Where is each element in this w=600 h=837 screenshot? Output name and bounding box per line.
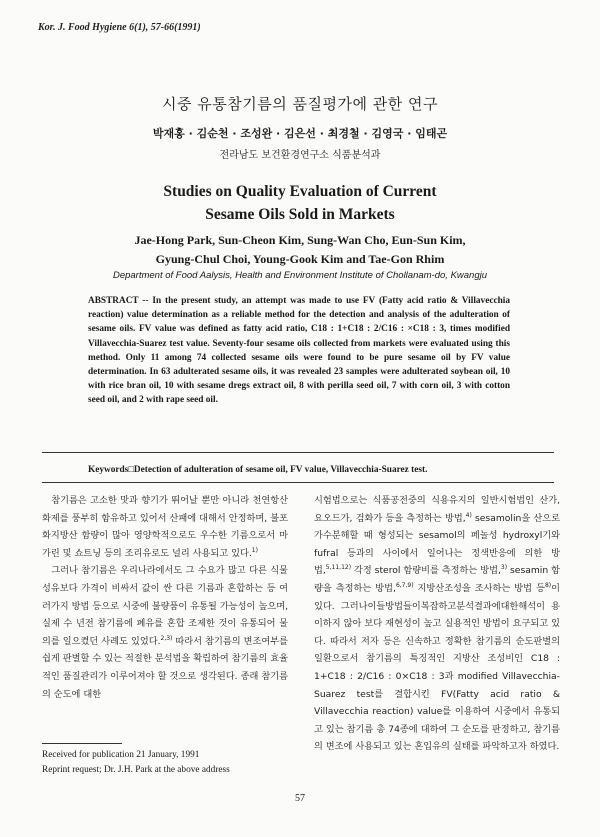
intro-paragraph-1: 참기름은 고소한 맛과 향기가 뛰어날 뿐만 아니라 천연항산화제를 풍부히 함유하고 있어서 산패에 대해서 안정하며, 불포화지방산 함량이 많아 영양학적으로도 우수한 기름으로서 마가린 및 쇼트닝 등의 조리유로도 널리 사용되고 있다.$^{1)}$ — [42, 495, 288, 559]
footnote — [42, 748, 302, 778]
authors-english-line2: Gyung-Chul Choi, Young-Gook Kim and Tae-Gon Rhim — [155, 252, 445, 266]
journal-reference: Kor. J. Food Hygiene 6(1), 57-66(1991) — [38, 22, 201, 33]
body-column-right — [314, 492, 560, 756]
citation-3: 3) — [500, 564, 508, 572]
keywords-bottom-rule — [42, 482, 554, 483]
title-english-line2: Sesame Oils Sold in Markets — [205, 206, 395, 223]
intro-paragraph-2: 그러나 참기름은 우리나라에서도 그 수요가 많고 다른 식물성유보다 가격이 비싸서 값이 싼 다른 기름과 혼합하는 등 여러가지 방법 등으로 시중에 불량품이 유통될 가능성이 높으며, 실제 수 년전 참기름에 폐유를 혼합 조제한 것이 유통되어 물의를 일으켰던 사례도 있었다.$^{2,3)}$ 따라서 참기름의 변조여부를 쉽게 판별할 수 있는 적절한 분석법을 확립하여 참기름의 효율적인 품질관리가 이루어져야 할 것으로 생각된다. 종래 참기름의 순도에 대한 — [42, 565, 288, 700]
citation-4: 4) — [465, 511, 472, 519]
authors-korean: 박재홍 · 김순천 · 조성완 · 김은선 · 최경철 · 김영국 · 임태곤 — [152, 127, 448, 140]
keywords-top-rule — [42, 452, 554, 453]
citation-2-3: 2,3) — [160, 634, 173, 642]
citation-5-11-12: 5,11,12) — [325, 564, 352, 572]
authors-english — [0, 231, 600, 269]
page-number: 57 — [295, 793, 305, 804]
affiliation-korean: 전라남도 보건환경연구소 식품분석과 — [219, 150, 381, 161]
abstract: ABSTRACT -- In the present study, an attempt was made to use FV (Fatty acid ratio & Villavecchia reaction) value determination as a reliable method for the detection and analysis of the adulteration of sesame oils. FV value was defined as fatty acid ratio, C18 : 1+C18 : 2/C16 : ×C18 : 3, times modified Villavecchia-Suarez test value. Seventy-four sesame oils collected from markets were evaluated using this method. Only 11 among 74 collected sesame oils were found to be pure sesame oil by FV value determination. In 63 adulterated sesame oils, it was revealed 23 samples were adulterated soybean oil, 10 with rice bran oil, 10 with sesame dregs extract oil, 8 with perilla seed oil, 7 with corn oil, 3 with cotton seed oil, and 2 with rape seed oil. — [88, 296, 510, 406]
footnote-rule — [42, 743, 122, 744]
title-korean: 시중 유통참기름의 품질평가에 관한 연구 — [162, 95, 438, 113]
citation-1: 1) — [251, 546, 258, 554]
citation-8: 8) — [544, 581, 552, 589]
footnote-received: Received for publication 21 January, 1991 — [42, 750, 200, 760]
body-column-left — [42, 492, 288, 703]
title-english — [0, 180, 600, 226]
footnote-reprint: Reprint request; Dr. J.H. Park at the above address — [42, 765, 230, 775]
authors-english-line1: Jae-Hong Park, Sun-Cheon Kim, Sung-Wan Cho, Eun-Sun Kim, — [134, 233, 466, 247]
affiliation-english: Department of Food Aalysis, Health and Environment Institute of Chollanam-do, Kwangju — [112, 270, 488, 281]
intro-paragraph-3: 시험법으로는 식품공전중의 식용유지의 일반시험법인 산가, 요오드가, 검화가 등을 측정하는 방법,$^{4)}$ sesamolin을 산으로 가수분해할 때 형성되는 sesamol의 페놀성 hydroxyl기와 fufral 등과의 사이에서 일어나는 정색반응에 의한 방법,$^{5,11,12)}$ 각정 sterol 함량비를 측정하는 방법,$^{3)}$ sesamin 함량을 측정하는 방법,$^{6,7,9)}$ 지방산조성을 조사하는 방법 등$^{8)}$이 있다. 그러나이들방법들이복잡하고분석결과에대한해석이 용이하지 않아 보다 재현성이 높고 실용적인 방법이 요구되고 있다. 따라서 저자 등은 신속하고 정확한 참기름의 순도판별의 일환으로서 참기름의 특징적인 지방산 조성비인 C18 : 1+C18 : 2/C16 : 0×C18 : 3과 modified Villavecchia-Suarez test를 결합시킨 FV(Fatty acid ratio & Villavecchia reaction) value를 이용하여 시중에서 유통되고 있는 참기름 총 74종에 대하여 그 순도를 판정하고, 참기름의 변조에 사용되고 있는 혼입유의 실태를 파악하고자 하였다. — [314, 495, 561, 753]
title-english-line1: Studies on Quality Evaluation of Current — [163, 183, 437, 200]
keywords: Keywords□Detection of adulteration of sesame oil, FV value, Villavecchia-Suarez test. — [88, 465, 428, 475]
citation-6-7-9: 6,7,9) — [395, 581, 414, 589]
